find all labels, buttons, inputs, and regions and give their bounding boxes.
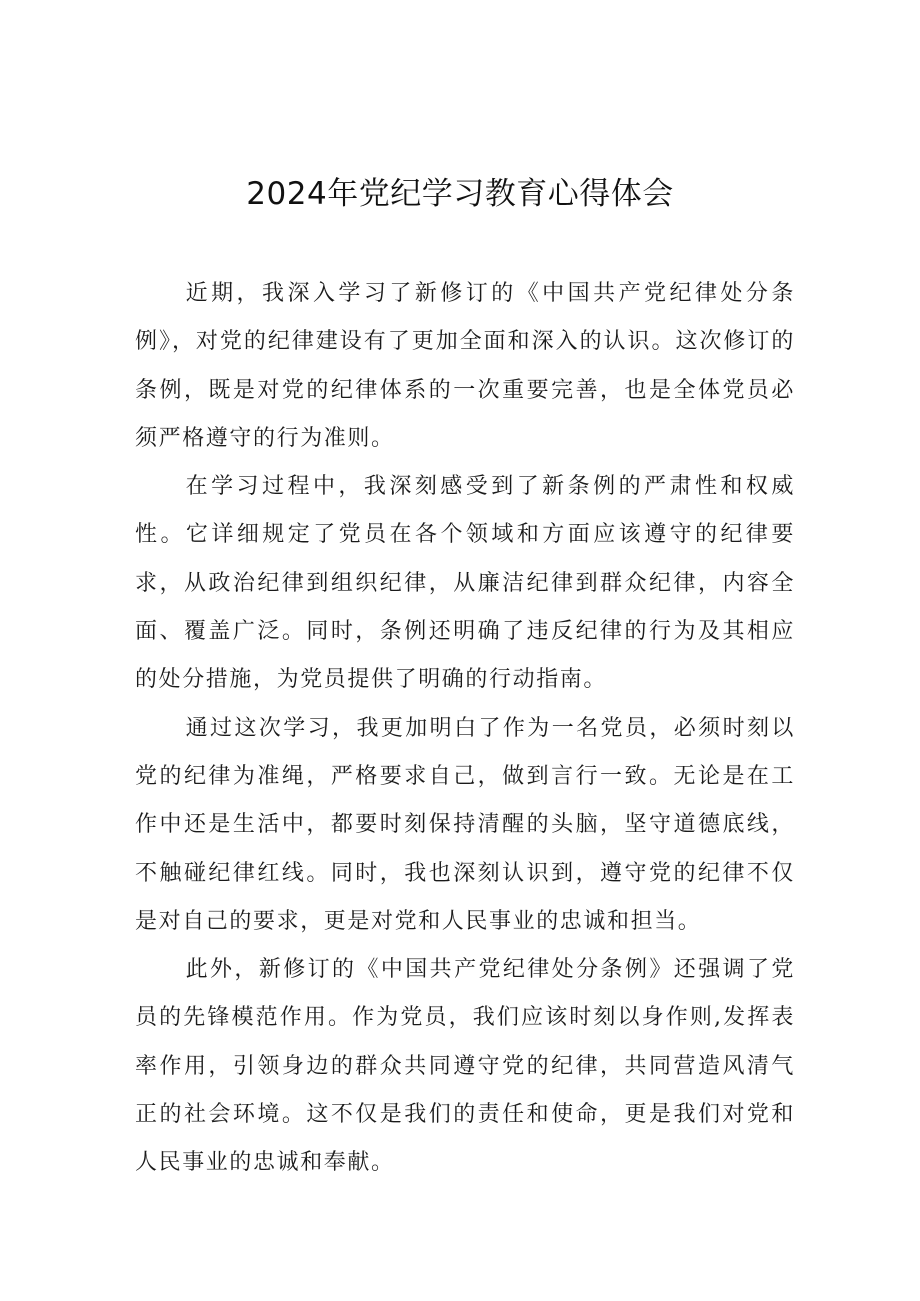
document-title: 2024年党纪学习教育心得体会 bbox=[246, 176, 674, 212]
paragraph-3: 通过这次学习，我更加明白了作为一名党员，必须时刻以党的纪律为准绳，严格要求自己，做到言行一致。无论是在工作中还是生活中，都要时刻保持清醒的头脑，坚守道德底线，不触碰纪律红线。同时，我也深刻认识到，遵守党的纪律不仅是对自己的要求，更是对党和人民事业的忠诚和担当。 bbox=[135, 715, 795, 934]
paragraph-4: 此外，新修订的《中国共产党纪律处分条例》还强调了党员的先锋模范作用。作为党员，我们应该时刻以身作则,发挥表率作用，引领身边的群众共同遵守党的纪律，共同营造风清气正的社会环境。这不仅是我们的责任和使命，更是我们对党和人民事业的忠诚和奉献。 bbox=[135, 957, 795, 1176]
paragraph-1: 近期，我深入学习了新修订的《中国共产党纪律处分条例》，对党的纪律建设有了更加全面和深入的认识。这次修订的条例，既是对党的纪律体系的一次重要完善，也是全体党员必须严格遵守的行为准则。 bbox=[135, 281, 795, 451]
document-body bbox=[135, 270, 795, 1188]
paragraph-2: 在学习过程中，我深刻感受到了新条例的严肃性和权威性。它详细规定了党员在各个领域和方面应该遵守的纪律要求，从政治纪律到组织纪律，从廉洁纪律到群众纪律，内容全面、覆盖广泛。同时，条例还明确了违反纪律的行为及其相应的处分措施，为党员提供了明确的行动指南。 bbox=[135, 474, 795, 693]
